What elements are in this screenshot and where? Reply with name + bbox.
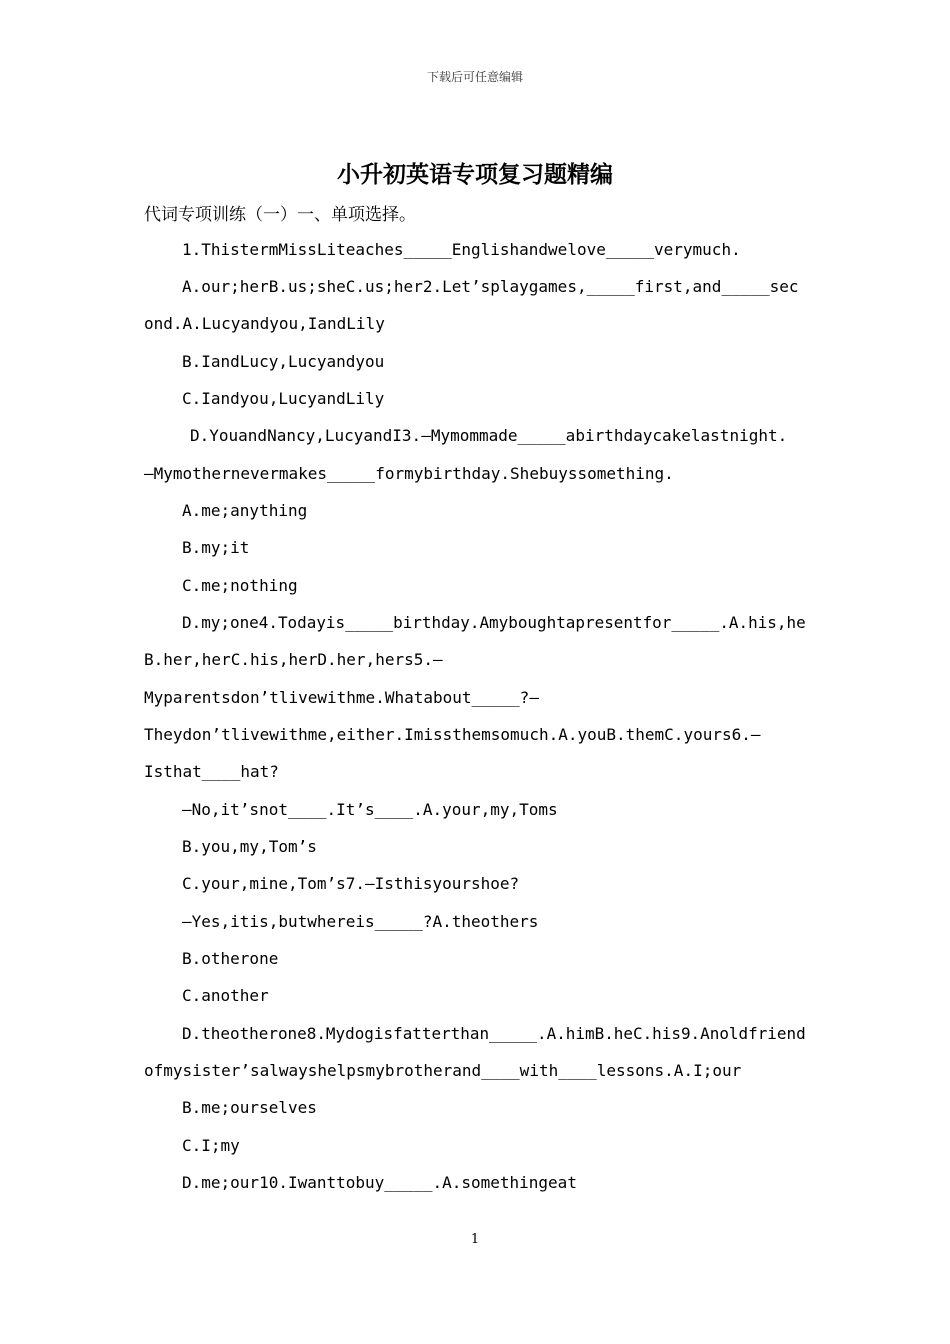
text-line: ofmysister’salwayshelpsmybrotherand____with____lessons.A.I;our	[144, 1061, 742, 1080]
text-line: A.our;herB.us;sheC.us;her2.Let’splaygames,_____first,and_____sec	[182, 277, 799, 296]
text-line: Theydon’tlivewithme,either.Imissthemsomuch.A.youB.themC.yours6.—	[144, 725, 761, 744]
text-line: D.theotherone8.Mydogisfatterthan_____.A.himB.heC.his9.Anoldfriend	[182, 1024, 806, 1043]
text-line: 1.ThistermMissLiteaches_____Englishandwelove_____verymuch.	[182, 240, 741, 259]
text-line: —Mymothernevermakes_____formybirthday.Shebuyssomething.	[144, 464, 674, 483]
header-note: 下载后可任意编辑	[426, 70, 523, 84]
text-line: C.Iandyou,LucyandLily	[182, 389, 385, 408]
text-line: B.otherone	[182, 949, 279, 968]
text-line: B.my;it	[182, 538, 250, 557]
text-line: B.IandLucy,Lucyandyou	[182, 352, 385, 371]
page-number: 1	[470, 1232, 480, 1247]
text-line: Isthat____hat?	[144, 762, 279, 781]
section-heading: 代词专项训练（一）一、单项选择。	[144, 205, 416, 225]
text-line: D.my;one4.Todayis_____birthday.Amyboughtapresentfor_____.A.his,he	[182, 613, 806, 632]
text-line: B.you,my,Tom’s	[182, 837, 317, 856]
text-line: —No,it’snot____.It’s____.A.your,my,Toms	[182, 800, 558, 819]
text-line: C.your,mine,Tom’s7.—Isthisyourshoe?	[182, 874, 520, 893]
text-line: B.me;ourselves	[182, 1098, 317, 1117]
text-line: D.me;our10.Iwanttobuy_____.A.somethingeat	[182, 1173, 577, 1192]
text-line: C.I;my	[182, 1136, 240, 1155]
text-line: Myparentsdon’tlivewithme.Whatabout_____?—	[144, 688, 539, 707]
text-line: D.YouandNancy,LucyandI3.—Mymommade_____abirthdaycakelastnight.	[190, 426, 788, 445]
text-line: C.me;nothing	[182, 576, 298, 595]
text-line: B.her,herC.his,herD.her,hers5.—	[144, 650, 443, 669]
text-line: —Yes,itis,butwhereis_____?A.theothers	[182, 912, 539, 931]
text-line: A.me;anything	[182, 501, 308, 520]
text-line: ond.A.Lucyandyou,IandLily	[144, 314, 385, 333]
text-line: C.another	[182, 986, 269, 1005]
page-title: 小升初英语专项复习题精编	[337, 162, 613, 188]
